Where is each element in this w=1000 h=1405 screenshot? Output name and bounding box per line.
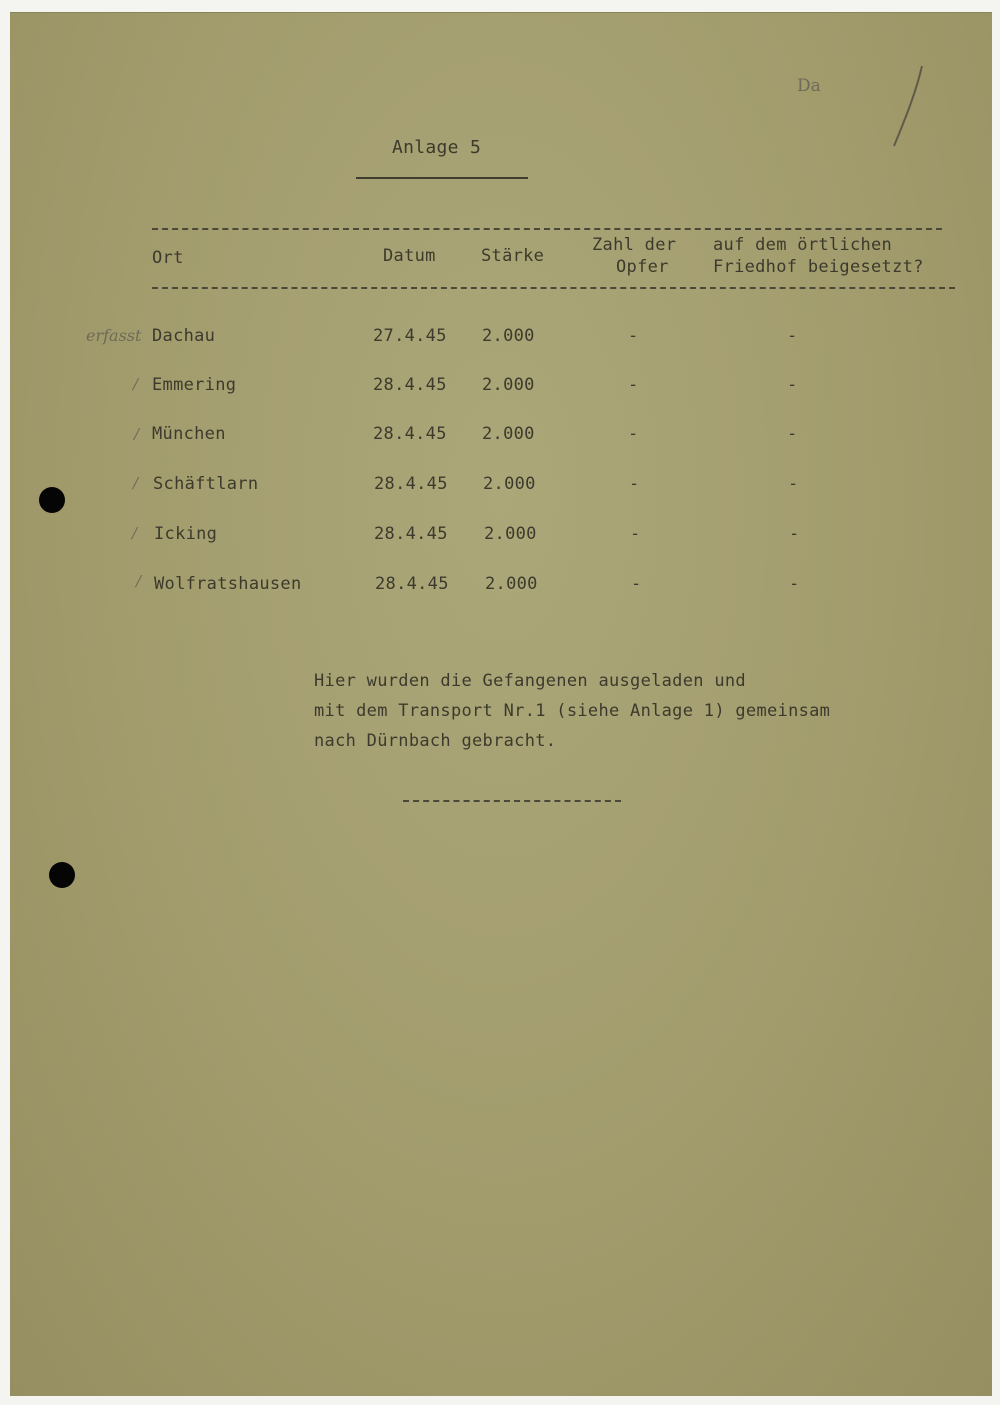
punch-hole xyxy=(49,862,75,888)
row-check-mark: / xyxy=(134,425,140,443)
row-staerke: 2.000 xyxy=(482,326,535,346)
row-check-mark: / xyxy=(133,375,139,393)
punch-hole xyxy=(39,487,65,513)
row-friedhof: - xyxy=(787,424,798,444)
header-ort: Ort xyxy=(152,248,184,268)
row-datum: 28.4.45 xyxy=(375,574,449,594)
row-check-mark: / xyxy=(133,474,139,492)
row-staerke: 2.000 xyxy=(482,424,535,444)
row-friedhof: - xyxy=(789,524,800,544)
row-ort: Icking xyxy=(154,524,218,544)
row-opfer: - xyxy=(628,326,639,346)
header-datum: Datum xyxy=(383,246,436,266)
row-opfer: - xyxy=(628,375,639,395)
row-staerke: 2.000 xyxy=(483,474,536,494)
page-title: Anlage 5 xyxy=(392,137,482,158)
row-friedhof: - xyxy=(787,326,798,346)
header-opfer-line1: Zahl der xyxy=(592,235,677,255)
header-friedhof-line2: Friedhof beigesetzt? xyxy=(713,257,924,277)
closing-rule xyxy=(403,800,621,802)
note-line: Hier wurden die Gefangenen ausgeladen und xyxy=(314,671,746,691)
row-opfer: - xyxy=(630,524,641,544)
row-datum: 28.4.45 xyxy=(374,524,448,544)
title-underline xyxy=(356,177,528,179)
header-friedhof-line1: auf dem örtlichen xyxy=(713,235,893,255)
pencil-stroke-mark xyxy=(888,62,928,152)
row-opfer: - xyxy=(629,474,640,494)
note-line: mit dem Transport Nr.1 (siehe Anlage 1) gemeinsam xyxy=(314,701,831,721)
row-opfer: - xyxy=(631,574,642,594)
row-ort: München xyxy=(152,424,226,444)
row-friedhof: - xyxy=(789,574,800,594)
row-datum: 28.4.45 xyxy=(374,474,448,494)
row-ort: Schäftlarn xyxy=(153,474,259,494)
row-staerke: 2.000 xyxy=(484,524,537,544)
row-staerke: 2.000 xyxy=(485,574,538,594)
row-check-mark: erfasst xyxy=(86,326,142,345)
row-opfer: - xyxy=(628,424,639,444)
corner-mark: Da xyxy=(797,76,821,96)
row-ort: Wolfratshausen xyxy=(154,574,302,594)
row-friedhof: - xyxy=(788,474,799,494)
header-staerke: Stärke xyxy=(481,246,545,266)
row-staerke: 2.000 xyxy=(482,375,535,395)
row-datum: 28.4.45 xyxy=(373,424,447,444)
header-opfer-line2: Opfer xyxy=(616,257,669,277)
row-ort: Dachau xyxy=(152,326,216,346)
row-check-mark: / xyxy=(136,572,142,590)
row-datum: 27.4.45 xyxy=(373,326,447,346)
row-check-mark: / xyxy=(132,524,138,542)
row-datum: 28.4.45 xyxy=(373,375,447,395)
note-line: nach Dürnbach gebracht. xyxy=(314,731,557,751)
table-top-rule xyxy=(152,228,942,230)
table-header-rule xyxy=(152,287,955,289)
row-friedhof: - xyxy=(787,375,798,395)
row-ort: Emmering xyxy=(152,375,237,395)
